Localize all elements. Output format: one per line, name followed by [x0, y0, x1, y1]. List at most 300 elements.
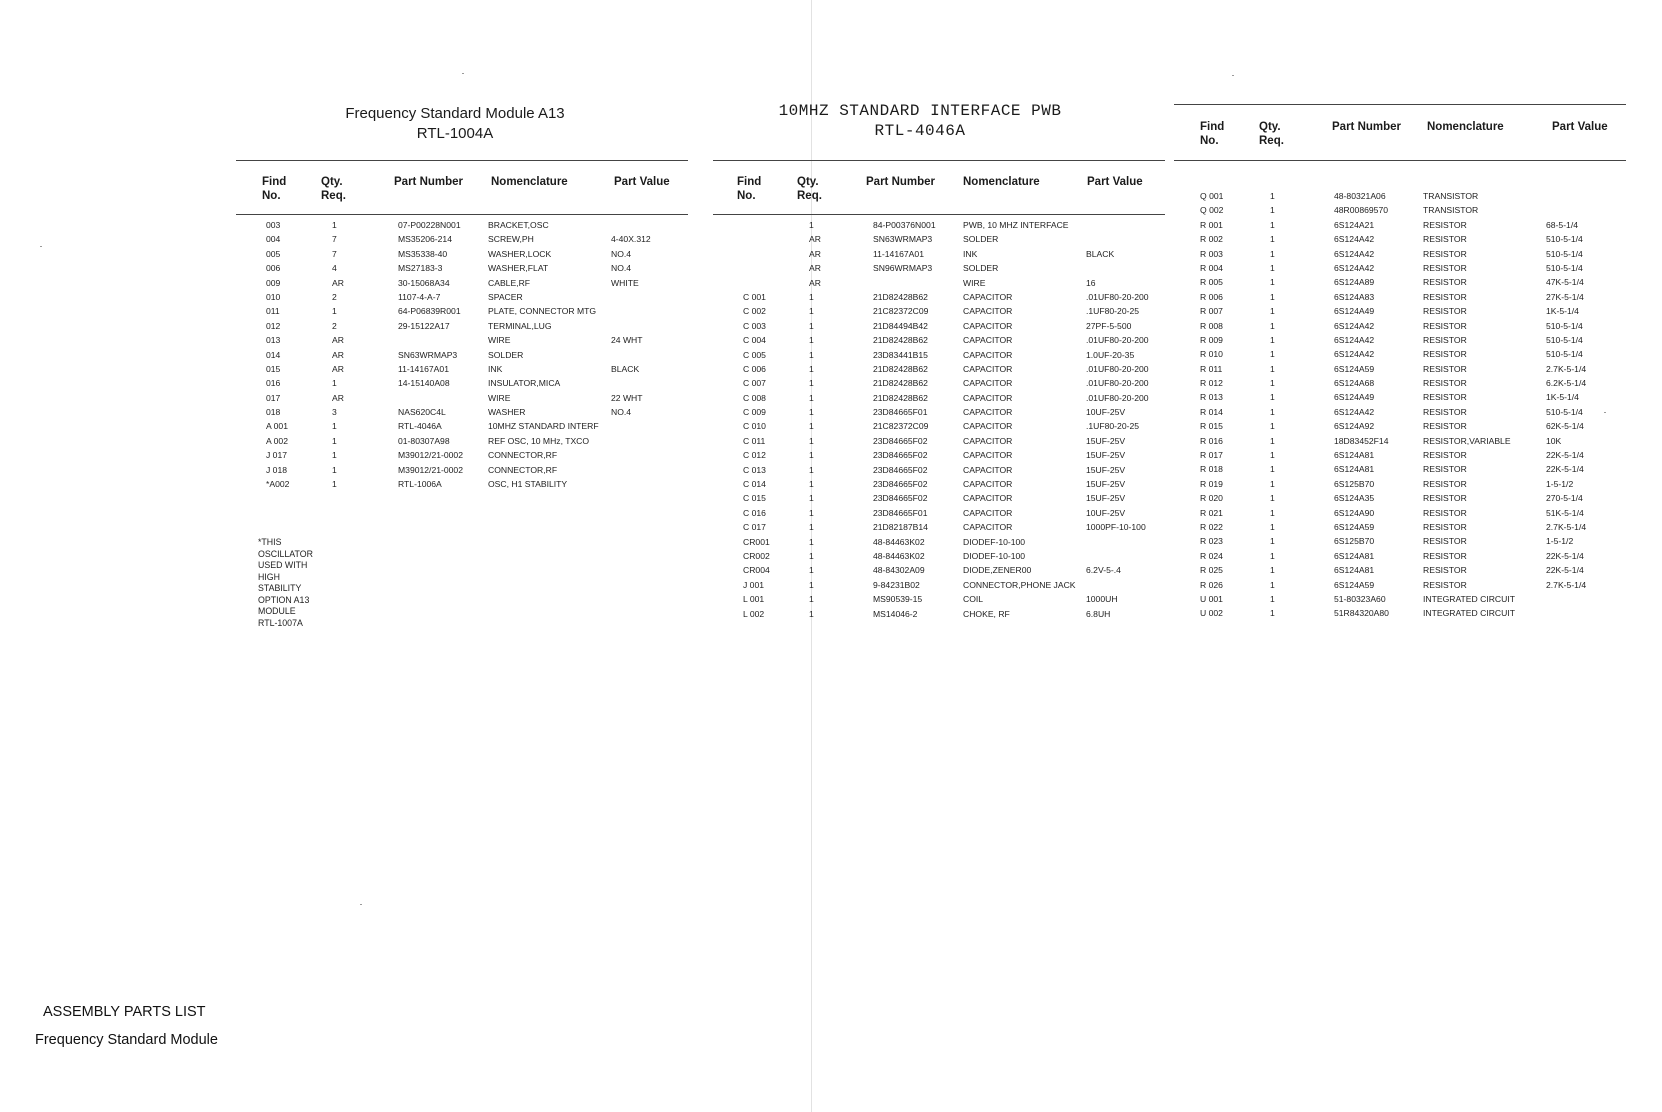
cell-part-value: 510-5-1/4	[1546, 320, 1583, 331]
cell-qty: 1	[332, 421, 337, 432]
cell-qty: 1	[809, 421, 814, 432]
cell-part-number: SN63WRMAP3	[873, 234, 933, 245]
cell-find-no: Q 001	[1200, 191, 1224, 201]
cell-nomenclature: RESISTOR	[1423, 464, 1467, 475]
cell-nomenclature: RESISTOR	[1423, 507, 1467, 518]
cell-qty: 1	[1270, 248, 1275, 259]
table-row	[713, 276, 1165, 290]
cell-part-value: .01UF80-20-200	[1086, 363, 1149, 374]
cell-qty: 1	[1270, 450, 1275, 461]
table-row	[236, 463, 688, 477]
cell-qty: 1	[809, 363, 814, 374]
cell-qty: 7	[332, 234, 337, 245]
cell-qty: AR	[809, 234, 821, 245]
cell-nomenclature: RESISTOR	[1423, 521, 1467, 532]
cell-part-number: MS90539-15	[873, 594, 923, 605]
cell-part-number: 6S124A42	[1334, 234, 1375, 245]
table-row	[1174, 247, 1626, 261]
table-row	[1174, 275, 1626, 289]
cell-qty: 1	[1270, 378, 1275, 389]
cell-nomenclature: RESISTOR,VARIABLE	[1423, 435, 1511, 446]
cell-find-no: C 016	[743, 507, 766, 518]
table-row	[236, 319, 688, 333]
cell-qty: 1	[1270, 234, 1275, 245]
table-row	[713, 333, 1165, 347]
cell-find-no: 012	[266, 320, 281, 331]
cell-part-value: .01UF80-20-200	[1086, 392, 1149, 403]
cell-find-no: L 001	[743, 594, 765, 605]
cell-part-value: 16	[1086, 277, 1096, 288]
cell-part-value: 510-5-1/4	[1546, 334, 1583, 345]
scan-speck	[360, 904, 362, 905]
table-row	[713, 607, 1165, 621]
cell-find-no: 005	[266, 248, 281, 259]
cell-nomenclature: CAPACITOR	[963, 479, 1013, 490]
left-title-text: Frequency Standard Module A13	[345, 105, 565, 122]
cell-part-number: 51R84320A80	[1334, 608, 1389, 619]
table-row	[1174, 261, 1626, 275]
cell-nomenclature: OSC, H1 STABILITY	[488, 479, 568, 490]
cell-find-no: R 015	[1200, 421, 1223, 432]
cell-qty: 1	[809, 378, 814, 389]
cell-part-value: 510-5-1/4	[1546, 349, 1583, 360]
cell-qty: 1	[1270, 306, 1275, 317]
cell-find-no: 011	[266, 306, 280, 317]
cell-part-value: BLACK	[1086, 248, 1115, 259]
middle-header-rule-top	[713, 160, 1165, 161]
cell-find-no: C 001	[743, 291, 766, 302]
cell-part-value: 24 WHT	[611, 335, 643, 346]
cell-find-no: R 026	[1200, 579, 1223, 590]
cell-nomenclature: CAPACITOR	[963, 493, 1013, 504]
cell-find-no: R 010	[1200, 349, 1223, 360]
cell-part-number: 6S124A42	[1334, 262, 1375, 273]
table-row	[713, 549, 1165, 563]
cell-part-value: 2.7K-5-1/4	[1546, 363, 1587, 374]
cell-part-value: .1UF80-20-25	[1086, 421, 1140, 432]
table-row	[713, 391, 1165, 405]
table-row	[236, 376, 688, 390]
cell-part-value: 51K-5-1/4	[1546, 507, 1584, 518]
cell-part-value: 4-40X.312	[611, 234, 651, 245]
cell-part-value: .01UF80-20-200	[1086, 378, 1149, 389]
cell-find-no: J 018	[266, 464, 288, 475]
cell-part-number: SN63WRMAP3	[398, 349, 458, 360]
cell-find-no: R 009	[1200, 334, 1223, 345]
cell-find-no: Q 002	[1200, 205, 1224, 216]
cell-part-value: 27PF-5-500	[1086, 320, 1132, 331]
cell-find-no: 016	[266, 378, 281, 389]
table-row	[713, 506, 1165, 520]
cell-find-no: R 006	[1200, 291, 1223, 302]
table-row	[236, 405, 688, 419]
cell-part-number: 48R00869570	[1334, 205, 1389, 216]
scan-speck	[462, 73, 464, 74]
scan-speck	[1232, 75, 1234, 76]
cell-nomenclature: CAPACITOR	[963, 435, 1013, 446]
cell-qty: 1	[332, 479, 337, 490]
right-header-nom: Nomenclature	[1427, 121, 1504, 133]
table-row	[713, 434, 1165, 448]
table-row	[713, 218, 1165, 232]
cell-nomenclature: RESISTOR	[1423, 349, 1467, 360]
cell-find-no: C 014	[743, 479, 766, 490]
cell-part-number: 30-15068A34	[398, 277, 450, 288]
cell-part-value: 2.7K-5-1/4	[1546, 579, 1587, 590]
cell-part-number: 6S124A35	[1334, 493, 1375, 504]
cell-part-value: .1UF80-20-25	[1086, 306, 1140, 317]
table-row	[713, 463, 1165, 477]
cell-part-value: 22K-5-1/4	[1546, 565, 1584, 576]
table-row	[713, 304, 1165, 318]
cell-find-no: R 016	[1200, 435, 1223, 446]
cell-qty: 1	[1270, 579, 1275, 590]
cell-nomenclature: DIODEF-10-100	[963, 536, 1026, 547]
cell-nomenclature: CAPACITOR	[963, 291, 1013, 302]
cell-part-number: 6S125B70	[1334, 478, 1375, 489]
cell-part-number: 6S124A42	[1334, 248, 1375, 259]
table-row	[1174, 506, 1626, 520]
cell-nomenclature: CAPACITOR	[963, 363, 1013, 374]
cell-qty: 1	[1270, 608, 1275, 619]
cell-part-value: 6.8UH	[1086, 608, 1111, 619]
cell-nomenclature: RESISTOR	[1423, 248, 1467, 259]
cell-qty: 3	[332, 407, 337, 418]
cell-find-no: R 011	[1200, 363, 1223, 374]
table-row	[1174, 405, 1626, 419]
cell-part-value: 47K-5-1/4	[1546, 277, 1584, 288]
cell-part-number: 48-80321A06	[1334, 191, 1386, 201]
table-row	[1174, 218, 1626, 232]
cell-part-value: NO.4	[611, 263, 632, 274]
cell-find-no: 006	[266, 263, 281, 274]
cell-part-value: 1.0UF-20-35	[1086, 349, 1135, 360]
cell-find-no: R 017	[1200, 450, 1223, 461]
cell-nomenclature: SPACER	[488, 291, 523, 302]
table-row	[713, 578, 1165, 592]
cell-qty: 1	[809, 522, 814, 533]
cell-part-number: 21C82372C09	[873, 306, 929, 317]
table-row	[1174, 606, 1626, 620]
table-row	[236, 290, 688, 304]
cell-qty: 1	[1270, 421, 1275, 432]
table-row	[236, 348, 688, 362]
cell-nomenclature: RESISTOR	[1423, 450, 1467, 461]
cell-find-no: C 005	[743, 349, 766, 360]
cell-nomenclature: SOLDER	[963, 263, 999, 274]
assembly-footer	[35, 998, 218, 1054]
cell-nomenclature: RESISTOR	[1423, 378, 1467, 389]
cell-part-value: 1K-5-1/4	[1546, 392, 1579, 403]
cell-part-number: 23D84665F02	[873, 493, 928, 504]
scan-speck	[1604, 412, 1606, 413]
footer-line-1: ASSEMBLY PARTS LIST	[43, 1004, 206, 1020]
cell-nomenclature: RESISTOR	[1423, 565, 1467, 576]
cell-qty: 1	[809, 594, 814, 605]
cell-part-number: 14-15140A08	[398, 378, 450, 389]
cell-nomenclature: CONNECTOR,PHONE JACK	[963, 579, 1076, 590]
middle-table-header	[713, 175, 1165, 205]
cell-qty: 1	[1270, 406, 1275, 417]
table-row	[713, 319, 1165, 333]
cell-part-value: 15UF-25V	[1086, 450, 1126, 461]
cell-nomenclature: RESISTOR	[1423, 536, 1467, 547]
cell-nomenclature: INTEGRATED CIRCUIT	[1423, 608, 1515, 619]
cell-part-number: 23D84665F02	[873, 450, 928, 461]
cell-part-value: BLACK	[611, 363, 640, 374]
table-row	[1174, 390, 1626, 404]
cell-nomenclature: CAPACITOR	[963, 392, 1013, 403]
right-header-part: Part Number	[1332, 121, 1402, 133]
cell-nomenclature: RESISTOR	[1423, 234, 1467, 245]
cell-qty: AR	[332, 392, 344, 403]
cell-nomenclature: SOLDER	[963, 234, 999, 245]
table-row	[713, 232, 1165, 246]
cell-find-no: R 021	[1200, 507, 1223, 518]
cell-find-no: R 023	[1200, 536, 1223, 547]
cell-part-value: 1K-5-1/4	[1546, 306, 1579, 317]
cell-nomenclature: WIRE	[488, 392, 511, 403]
cell-qty: 1	[332, 450, 337, 461]
cell-find-no: CR001	[743, 536, 770, 547]
cell-qty: AR	[332, 335, 344, 346]
middle-title	[760, 101, 1080, 141]
middle-header-find: Find No.	[737, 176, 762, 202]
footer-line-2: Frequency Standard Module	[35, 1032, 218, 1048]
cell-part-number: 9-84231B02	[873, 579, 920, 590]
cell-part-number: 11-14167A01	[873, 248, 924, 259]
table-row	[1174, 477, 1626, 491]
cell-qty: 1	[809, 392, 814, 403]
cell-part-number: 01-80307A98	[398, 435, 450, 446]
cell-nomenclature: COIL	[963, 594, 984, 605]
table-row	[236, 218, 688, 232]
cell-part-value: 510-5-1/4	[1546, 234, 1583, 245]
cell-part-number: 21D82428B62	[873, 291, 928, 302]
cell-part-number: 6S124A42	[1334, 406, 1375, 417]
table-row	[1174, 304, 1626, 318]
table-row	[1174, 578, 1626, 592]
cell-part-value: NO.4	[611, 248, 632, 259]
cell-part-value: 270-5-1/4	[1546, 493, 1583, 504]
footnote-line: STABILITY OPTION A13 MODULE	[258, 583, 310, 616]
cell-qty: 1	[1270, 363, 1275, 374]
cell-part-number: 64-P06839R001	[398, 306, 461, 317]
cell-part-number: 6S124A83	[1334, 291, 1375, 302]
cell-qty: 1	[1270, 277, 1275, 288]
cell-part-value: 15UF-25V	[1086, 435, 1126, 446]
cell-nomenclature: WIRE	[488, 335, 511, 346]
cell-qty: 4	[332, 263, 337, 274]
left-title	[300, 104, 610, 144]
cell-find-no: U 002	[1200, 608, 1223, 619]
table-row	[713, 448, 1165, 462]
table-row	[713, 290, 1165, 304]
cell-nomenclature: BRACKET,OSC	[488, 220, 549, 230]
cell-find-no: C 017	[743, 522, 766, 533]
cell-nomenclature: PLATE, CONNECTOR MTG	[488, 306, 597, 317]
cell-part-number: 6S124A49	[1334, 306, 1375, 317]
cell-part-number: 48-84463K02	[873, 536, 925, 547]
table-row	[713, 491, 1165, 505]
cell-nomenclature: RESISTOR	[1423, 334, 1467, 345]
cell-part-number: 6S124A42	[1334, 334, 1375, 345]
table-row	[236, 247, 688, 261]
table-row	[1174, 462, 1626, 476]
cell-qty: 1	[1270, 507, 1275, 518]
cell-nomenclature: DIODE,ZENER00	[963, 565, 1032, 576]
cell-part-value: 22K-5-1/4	[1546, 550, 1584, 561]
cell-nomenclature: INK	[963, 248, 978, 259]
footnote-line: RTL-1007A	[258, 617, 303, 628]
cell-part-number: 6S124A59	[1334, 363, 1375, 374]
cell-part-number: MS27183-3	[398, 263, 443, 274]
table-row	[1174, 520, 1626, 534]
cell-part-number: 23D84665F01	[873, 507, 928, 518]
cell-part-number: 6S124A92	[1334, 421, 1375, 432]
cell-find-no: CR004	[743, 565, 770, 576]
cell-part-value: 2.7K-5-1/4	[1546, 521, 1587, 532]
cell-qty: 1	[1270, 565, 1275, 576]
cell-nomenclature: WIRE	[963, 277, 986, 288]
cell-nomenclature: CAPACITOR	[963, 421, 1013, 432]
cell-qty: 1	[1270, 478, 1275, 489]
cell-part-number: NAS620C4L	[398, 407, 446, 418]
cell-part-value: 1000PF-10-100	[1086, 522, 1146, 533]
cell-part-number: 6S124A42	[1334, 320, 1375, 331]
cell-part-value: 68-5-1/4	[1546, 219, 1579, 230]
cell-part-value: 62K-5-1/4	[1546, 421, 1584, 432]
cell-qty: 2	[332, 320, 337, 331]
table-row	[236, 362, 688, 376]
cell-part-value: 22K-5-1/4	[1546, 464, 1584, 475]
cell-part-number: 6S124A81	[1334, 550, 1375, 561]
table-row	[713, 520, 1165, 534]
table-row	[713, 362, 1165, 376]
cell-nomenclature: RESISTOR	[1423, 320, 1467, 331]
cell-part-number: M39012/21-0002	[398, 450, 463, 461]
cell-find-no: R 018	[1200, 464, 1223, 475]
cell-part-value: .01UF80-20-200	[1086, 335, 1149, 346]
left-header-find: Find No.	[262, 176, 287, 202]
cell-qty: 1	[1270, 262, 1275, 273]
cell-nomenclature: WASHER,FLAT	[488, 263, 549, 274]
table-row	[236, 261, 688, 275]
cell-find-no: 018	[266, 407, 281, 418]
cell-nomenclature: WASHER,LOCK	[488, 248, 552, 259]
table-row	[1174, 232, 1626, 246]
cell-part-value: 510-5-1/4	[1546, 406, 1583, 417]
cell-find-no: R 005	[1200, 277, 1223, 288]
cell-part-number: 1107-4-A-7	[398, 291, 441, 302]
cell-part-number: 21D84494B42	[873, 320, 928, 331]
cell-part-number: SN96WRMAP3	[873, 263, 933, 274]
cell-find-no: R 008	[1200, 320, 1223, 331]
cell-qty: AR	[332, 277, 344, 288]
table-row	[236, 391, 688, 405]
cell-qty: 1	[1270, 291, 1275, 302]
right-header-find: Find No.	[1200, 121, 1225, 147]
cell-part-number: 23D84665F01	[873, 407, 928, 418]
cell-qty: 1	[1270, 349, 1275, 360]
cell-nomenclature: TRANSISTOR	[1423, 191, 1479, 201]
left-table-header	[236, 175, 688, 205]
cell-nomenclature: CAPACITOR	[963, 407, 1013, 418]
cell-nomenclature: INK	[488, 363, 503, 374]
cell-qty: 1	[1270, 550, 1275, 561]
cell-nomenclature: DIODEF-10-100	[963, 550, 1026, 561]
left-subtitle-text: RTL-1004A	[416, 125, 494, 142]
cell-part-number: MS35206-214	[398, 234, 452, 245]
cell-qty: 1	[809, 479, 814, 490]
cell-qty: 1	[1270, 536, 1275, 547]
cell-find-no: 015	[266, 363, 281, 374]
table-row	[1174, 362, 1626, 376]
right-table-body	[1174, 189, 1626, 621]
left-header-qty: Qty. Req.	[321, 176, 346, 202]
middle-table-body	[713, 218, 1165, 621]
cell-nomenclature: RESISTOR	[1423, 306, 1467, 317]
cell-nomenclature: CAPACITOR	[963, 306, 1013, 317]
cell-part-value: 15UF-25V	[1086, 479, 1126, 490]
cell-part-value: 15UF-25V	[1086, 493, 1126, 504]
cell-find-no: R 003	[1200, 248, 1223, 259]
cell-find-no: C 011	[743, 435, 766, 446]
cell-nomenclature: SOLDER	[488, 349, 524, 360]
table-row	[1174, 563, 1626, 577]
cell-find-no: C 010	[743, 421, 766, 432]
cell-qty: 1	[1270, 219, 1275, 230]
table-row	[1174, 419, 1626, 433]
cell-nomenclature: CAPACITOR	[963, 349, 1013, 360]
cell-qty: 1	[809, 349, 814, 360]
cell-qty: 1	[809, 493, 814, 504]
cell-part-number: 6S124A21	[1334, 219, 1375, 230]
scan-speck	[40, 246, 42, 247]
cell-qty: 1	[1270, 392, 1275, 403]
cell-part-number: 23D84665F02	[873, 464, 928, 475]
cell-part-value: 10UF-25V	[1086, 407, 1126, 418]
cell-part-number: 21D82428B62	[873, 378, 928, 389]
cell-part-number: 6S124A81	[1334, 450, 1375, 461]
cell-part-number: MS35338-40	[398, 248, 448, 259]
left-header-val: Part Value	[614, 176, 670, 188]
cell-nomenclature: CAPACITOR	[963, 507, 1013, 518]
cell-nomenclature: RESISTOR	[1423, 493, 1467, 504]
right-table-header	[1174, 120, 1626, 150]
cell-part-value: .01UF80-20-200	[1086, 291, 1149, 302]
cell-nomenclature: RESISTOR	[1423, 277, 1467, 288]
right-header-qty: Qty. Req.	[1259, 121, 1284, 147]
cell-find-no: J 001	[743, 579, 765, 590]
cell-part-value: 27K-5-1/4	[1546, 291, 1584, 302]
cell-nomenclature: TERMINAL,LUG	[488, 320, 552, 331]
cell-part-value: WHITE	[611, 277, 639, 288]
cell-nomenclature: INTEGRATED CIRCUIT	[1423, 593, 1515, 604]
right-header-val: Part Value	[1552, 121, 1608, 133]
cell-nomenclature: RESISTOR	[1423, 421, 1467, 432]
table-row	[236, 434, 688, 448]
cell-qty: 1	[1270, 493, 1275, 504]
cell-part-number: 6S124A81	[1334, 565, 1375, 576]
cell-part-number: 21D82428B62	[873, 392, 928, 403]
middle-title-text: 10MHZ STANDARD INTERFACE PWB	[778, 102, 1062, 120]
cell-nomenclature: RESISTOR	[1423, 478, 1467, 489]
cell-part-number: 21D82428B62	[873, 335, 928, 346]
cell-part-number: M39012/21-0002	[398, 464, 463, 475]
cell-qty: 1	[809, 464, 814, 475]
cell-find-no: A 001	[266, 421, 288, 432]
